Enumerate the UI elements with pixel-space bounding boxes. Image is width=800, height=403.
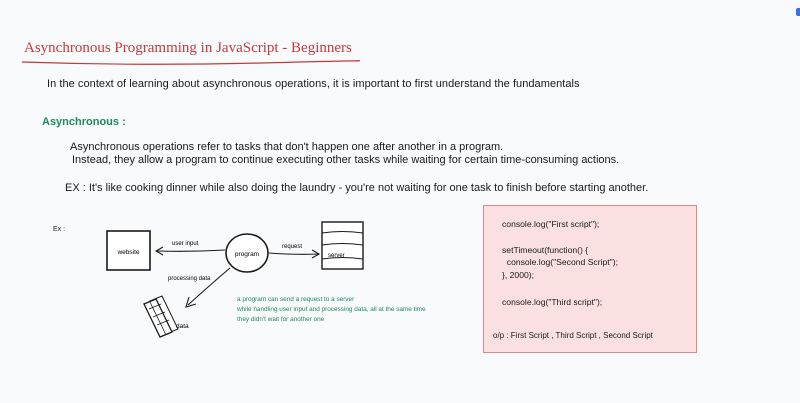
- scroll-indicator[interactable]: [796, 8, 800, 16]
- diagram-ex-label: Ex :: [53, 226, 66, 233]
- website-box: [107, 231, 150, 270]
- diagram-note-line-2: while handling user input and processing data, all at the same time: [237, 306, 426, 313]
- user-input-arrow: [156, 241, 225, 255]
- code-line-3: console.log("Second Script");: [502, 257, 618, 267]
- diagram-note-line-3: they didn't wait for another one: [237, 316, 325, 323]
- user-input-label: user input: [172, 241, 199, 247]
- data-grid-icon: [144, 296, 189, 337]
- code-line-4: }, 2000);: [502, 270, 535, 280]
- server-label: server: [328, 253, 345, 259]
- page-title: Asynchronous Programming in JavaScript - Beginners: [24, 40, 352, 56]
- program-label: program: [234, 251, 260, 258]
- definition-line-1: Asynchronous operations refer to tasks that don't happen one after another in a program.: [70, 141, 504, 153]
- website-label: website: [117, 249, 140, 256]
- request-arrow: [269, 244, 319, 258]
- example-text: EX : It's like cooking dinner while also doing the laundry - you're not waiting for one task to finish before starting another.: [65, 182, 649, 194]
- processing-arrow: [168, 268, 230, 307]
- server-box: [322, 222, 363, 269]
- code-snippet-box: [483, 205, 697, 353]
- code-line-1: console.log("First script");: [502, 219, 600, 229]
- program-circle: [226, 234, 268, 272]
- data-label: data: [176, 323, 189, 330]
- processing-label: processing data: [168, 276, 211, 282]
- request-label: request: [282, 244, 303, 250]
- code-line-5: console.log("Third script");: [502, 297, 603, 307]
- code-line-2: setTimeout(function() {: [502, 245, 589, 255]
- code-output: o/p : First Script , Third Script , Second Script: [493, 331, 653, 340]
- definition-line-2: Instead, they allow a program to continue executing other tasks while waiting for certain time-consuming actions.: [72, 154, 620, 166]
- section-heading: Asynchronous :: [42, 116, 126, 128]
- diagram-note-line-1: a program can send a request to a server: [237, 296, 355, 303]
- intro-text: In the context of learning about asynchronous operations, it is important to first understand the fundamentals: [47, 78, 580, 90]
